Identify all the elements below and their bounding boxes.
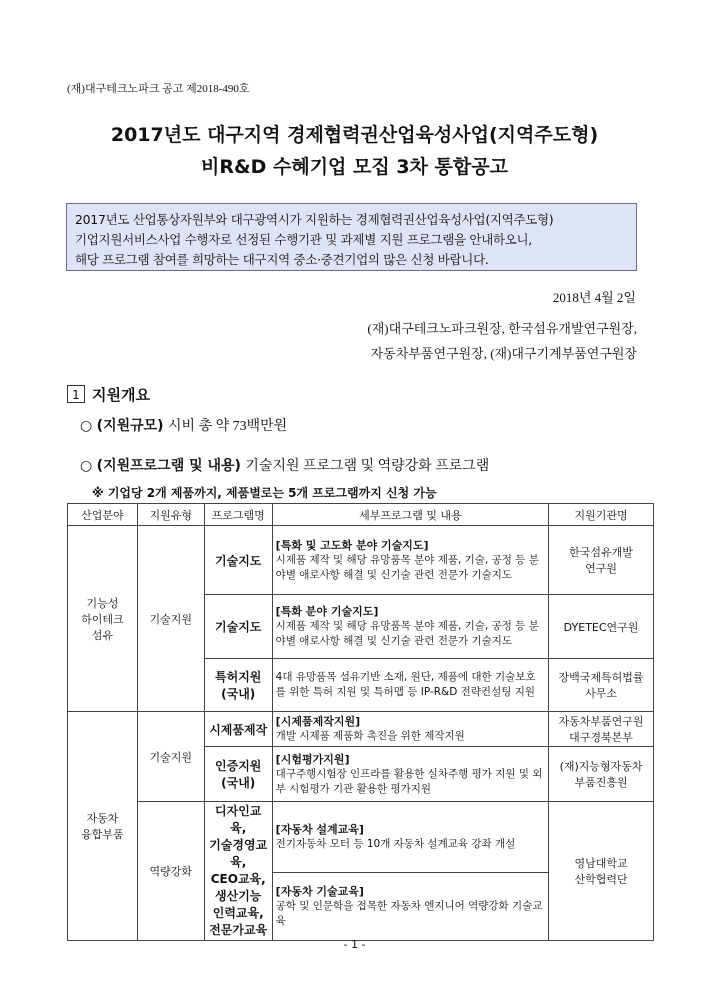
detail-heading: [특화 및 고도화 분야 기술지도] bbox=[275, 538, 429, 552]
detail-text: 시제품 제작 및 해당 유망품목 분야 제품, 기술, 공정 등 분야별 애로사항 해결 및 신기술 관련 전문가 기술지도 bbox=[275, 620, 539, 647]
table-row bbox=[68, 712, 654, 747]
program-detail bbox=[272, 595, 548, 659]
signatories-line2: 자동차부품연구원장, (재)대구기계부품연구원장 bbox=[370, 346, 637, 361]
notice-number: (재)대구테크노파크 공고 제2018-490호 bbox=[67, 83, 250, 95]
header-detail: 세부프로그램 및 내용 bbox=[272, 504, 548, 526]
detail-text: 공학 및 인문학을 접목한 자동차 엔지니어 역량강화 기술교육 bbox=[275, 899, 543, 927]
field-textile: 기능성 하이테크 섬유 bbox=[68, 526, 138, 712]
support-org: DYETEC연구원 bbox=[549, 595, 654, 659]
detail-heading: [시제품제작지원] bbox=[275, 715, 361, 728]
header-org: 지원기관명 bbox=[549, 504, 654, 526]
program-name: 특허지원 (국내) bbox=[204, 659, 272, 712]
table-row bbox=[68, 802, 654, 873]
support-org: 자동차부품연구원 대구경북본부 bbox=[549, 712, 654, 747]
circle-bullet-icon: ○ bbox=[80, 458, 93, 474]
page-number: - 1 - bbox=[343, 938, 366, 951]
section-number-box: 1 bbox=[67, 385, 85, 403]
signatories-line1: (재)대구테크노파크원장, 한국섬유개발연구원장, bbox=[367, 321, 637, 336]
program-detail bbox=[272, 747, 548, 802]
program-detail bbox=[272, 872, 548, 940]
table-header-row bbox=[68, 504, 654, 526]
bullet-text: 기술지원 프로그램 및 역량강화 프로그램 bbox=[245, 459, 490, 474]
program-detail bbox=[272, 526, 548, 595]
header-field: 산업분야 bbox=[68, 504, 138, 526]
bullet-support-program bbox=[80, 455, 489, 475]
intro-line: 2017년도 산업통상자원부와 대구광역시가 지원하는 경제협력권산업육성사업(지역주도형) bbox=[75, 212, 554, 227]
field-auto-parts: 자동차 융합부품 bbox=[68, 712, 138, 941]
program-name: 기술지도 bbox=[204, 595, 272, 659]
table-row bbox=[68, 526, 654, 595]
circle-bullet-icon: ○ bbox=[80, 418, 93, 434]
bullet-support-scale bbox=[80, 415, 287, 435]
application-note: ※ 기업당 2개 제품까지, 제품별로는 5개 프로그램까지 신청 가능 bbox=[92, 486, 437, 500]
program-name: 시제품제작 bbox=[204, 712, 272, 747]
program-table bbox=[67, 503, 654, 941]
program-detail bbox=[272, 802, 548, 873]
detail-text: 개발 시제품 제품화 촉진을 위한 제작지원 bbox=[275, 730, 465, 742]
document-title-line1: 2017년도 대구지역 경제협력권산업육성사업(지역주도형) bbox=[110, 124, 599, 146]
program-detail bbox=[272, 712, 548, 747]
intro-box bbox=[66, 203, 637, 271]
support-org: 장백국제특허법률 사무소 bbox=[549, 659, 654, 712]
detail-text: 시제품 제작 및 해당 유망품목 분야 제품, 기술, 공정 등 분야별 애로사항 해결 및 신기술 관련 전문가 기술지도 bbox=[275, 553, 539, 581]
intro-line: 기업지원서비스사업 수행자로 선정된 수행기관 및 과제별 지원 프로그램을 안내하오니, bbox=[75, 232, 532, 247]
program-name: 기술지도 bbox=[204, 526, 272, 595]
type-capacity: 역량강화 bbox=[137, 802, 204, 941]
notice-date: 2018년 4월 2일 bbox=[552, 290, 636, 305]
support-org: (재)지능형자동차 부품진흥원 bbox=[549, 747, 654, 802]
support-org: 한국섬유개발 연구원 bbox=[549, 526, 654, 595]
program-detail bbox=[272, 659, 548, 712]
detail-heading: [특화 분야 기술지도] bbox=[275, 605, 379, 618]
type-tech-support: 기술지원 bbox=[137, 712, 204, 802]
header-type: 지원유형 bbox=[137, 504, 204, 526]
support-org: 영남대학교 산학협력단 bbox=[549, 802, 654, 941]
detail-text: 4대 유망품목 섬유기반 소재, 원단, 제품에 대한 기술보호를 위한 특허 지원 및 특허맵 등 IP-R&D 전략컨설팅 지원 bbox=[275, 671, 536, 698]
bullet-label: (지원프로그램 및 내용) bbox=[96, 458, 241, 474]
detail-heading: [시험평가지원] bbox=[275, 752, 350, 766]
detail-text: 전기자동차 모터 등 10개 자동차 설계교육 강좌 개설 bbox=[275, 837, 516, 850]
detail-heading: [자동차 설계교육] bbox=[275, 822, 364, 836]
program-name: 디자인교육, 기술경영교육, CEO교육, 생산기능 인력교육, 전문가교육 bbox=[204, 802, 272, 941]
bullet-label: (지원규모) bbox=[96, 418, 164, 434]
document-title-line2: 비R&D 수혜기업 모집 3차 통합공고 bbox=[201, 156, 508, 178]
bullet-text: 시비 총 약 73백만원 bbox=[168, 419, 288, 434]
section-title: 지원개요 bbox=[92, 386, 150, 404]
intro-line: 해당 프로그램 참여를 희망하는 대구지역 중소·중견기업의 많은 신청 바랍니다. bbox=[75, 252, 489, 267]
header-program: 프로그램명 bbox=[204, 504, 272, 526]
program-name: 인증지원 (국내) bbox=[204, 747, 272, 802]
detail-text: 대구주행시험장 인프라를 활용한 실차주행 평가 지원 및 외부 시험평가 기관 활용한 평가지원 bbox=[275, 767, 543, 795]
type-tech-support: 기술지원 bbox=[137, 526, 204, 712]
detail-heading: [자동차 기술교육] bbox=[275, 884, 364, 898]
